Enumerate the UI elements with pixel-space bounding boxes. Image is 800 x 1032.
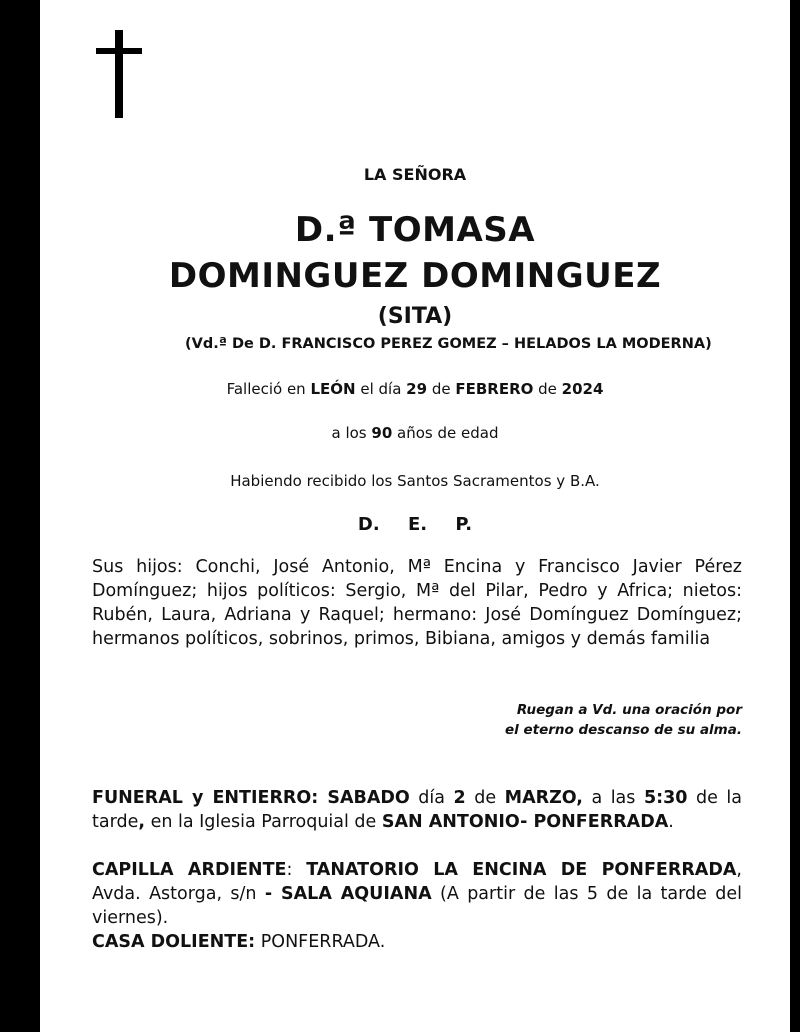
deceased-nickname: (SITA) bbox=[377, 304, 453, 329]
cross-icon bbox=[96, 30, 142, 118]
funeral-paragraph: FUNERAL y ENTIERRO: SABADO día 2 de MARZO, a las 5:30 de la tarde, en la Iglesia Parroquial de SAN ANTONIO- PONFERRADA. bbox=[92, 788, 742, 832]
age-line: a los 90 años de edad bbox=[331, 424, 499, 442]
chapel-paragraph: CAPILLA ARDIENTE: TANATORIO LA ENCINA DE PONFERRADA, Avda. Astorga, s/n - SALA AQUIANA (A partir de las 5 de la tarde del viernes). bbox=[92, 860, 742, 928]
family-paragraph: Sus hijos: Conchi, José Antonio, Mª Encina y Francisco Javier Pérez Domínguez; hijos políticos: Sergio, Mª del Pilar, Pedro y Africa; nietos: Rubén, Laura, Adriana y Raquel; hermano: José Domínguez Domínguez; hermanos políticos, sobrinos, primos, Bibiana, amigos y demás familia bbox=[92, 557, 742, 649]
dep-line: D. E. P. bbox=[357, 514, 473, 535]
death-line: Falleció en LEÓN el día 29 de FEBRERO de 2024 bbox=[226, 380, 604, 398]
widow-of-line: (Vd.ª De D. FRANCISCO PEREZ GOMEZ – HELADOS LA MODERNA) bbox=[185, 336, 712, 352]
sacraments-line: Habiendo recibido los Santos Sacramentos y B.A. bbox=[230, 472, 600, 490]
title-label: LA SEÑORA bbox=[363, 165, 467, 184]
deceased-name-line1: D.ª TOMASA bbox=[294, 210, 536, 250]
mourning-house-paragraph: CASA DOLIENTE: PONFERRADA. bbox=[92, 932, 386, 952]
prayer-request: Ruegan a Vd. una oración por el eterno descanso de su alma. bbox=[505, 702, 742, 738]
deceased-name-line2: DOMINGUEZ DOMINGUEZ bbox=[168, 256, 662, 296]
black-border-right bbox=[790, 0, 800, 1032]
black-border-left bbox=[0, 0, 40, 1032]
